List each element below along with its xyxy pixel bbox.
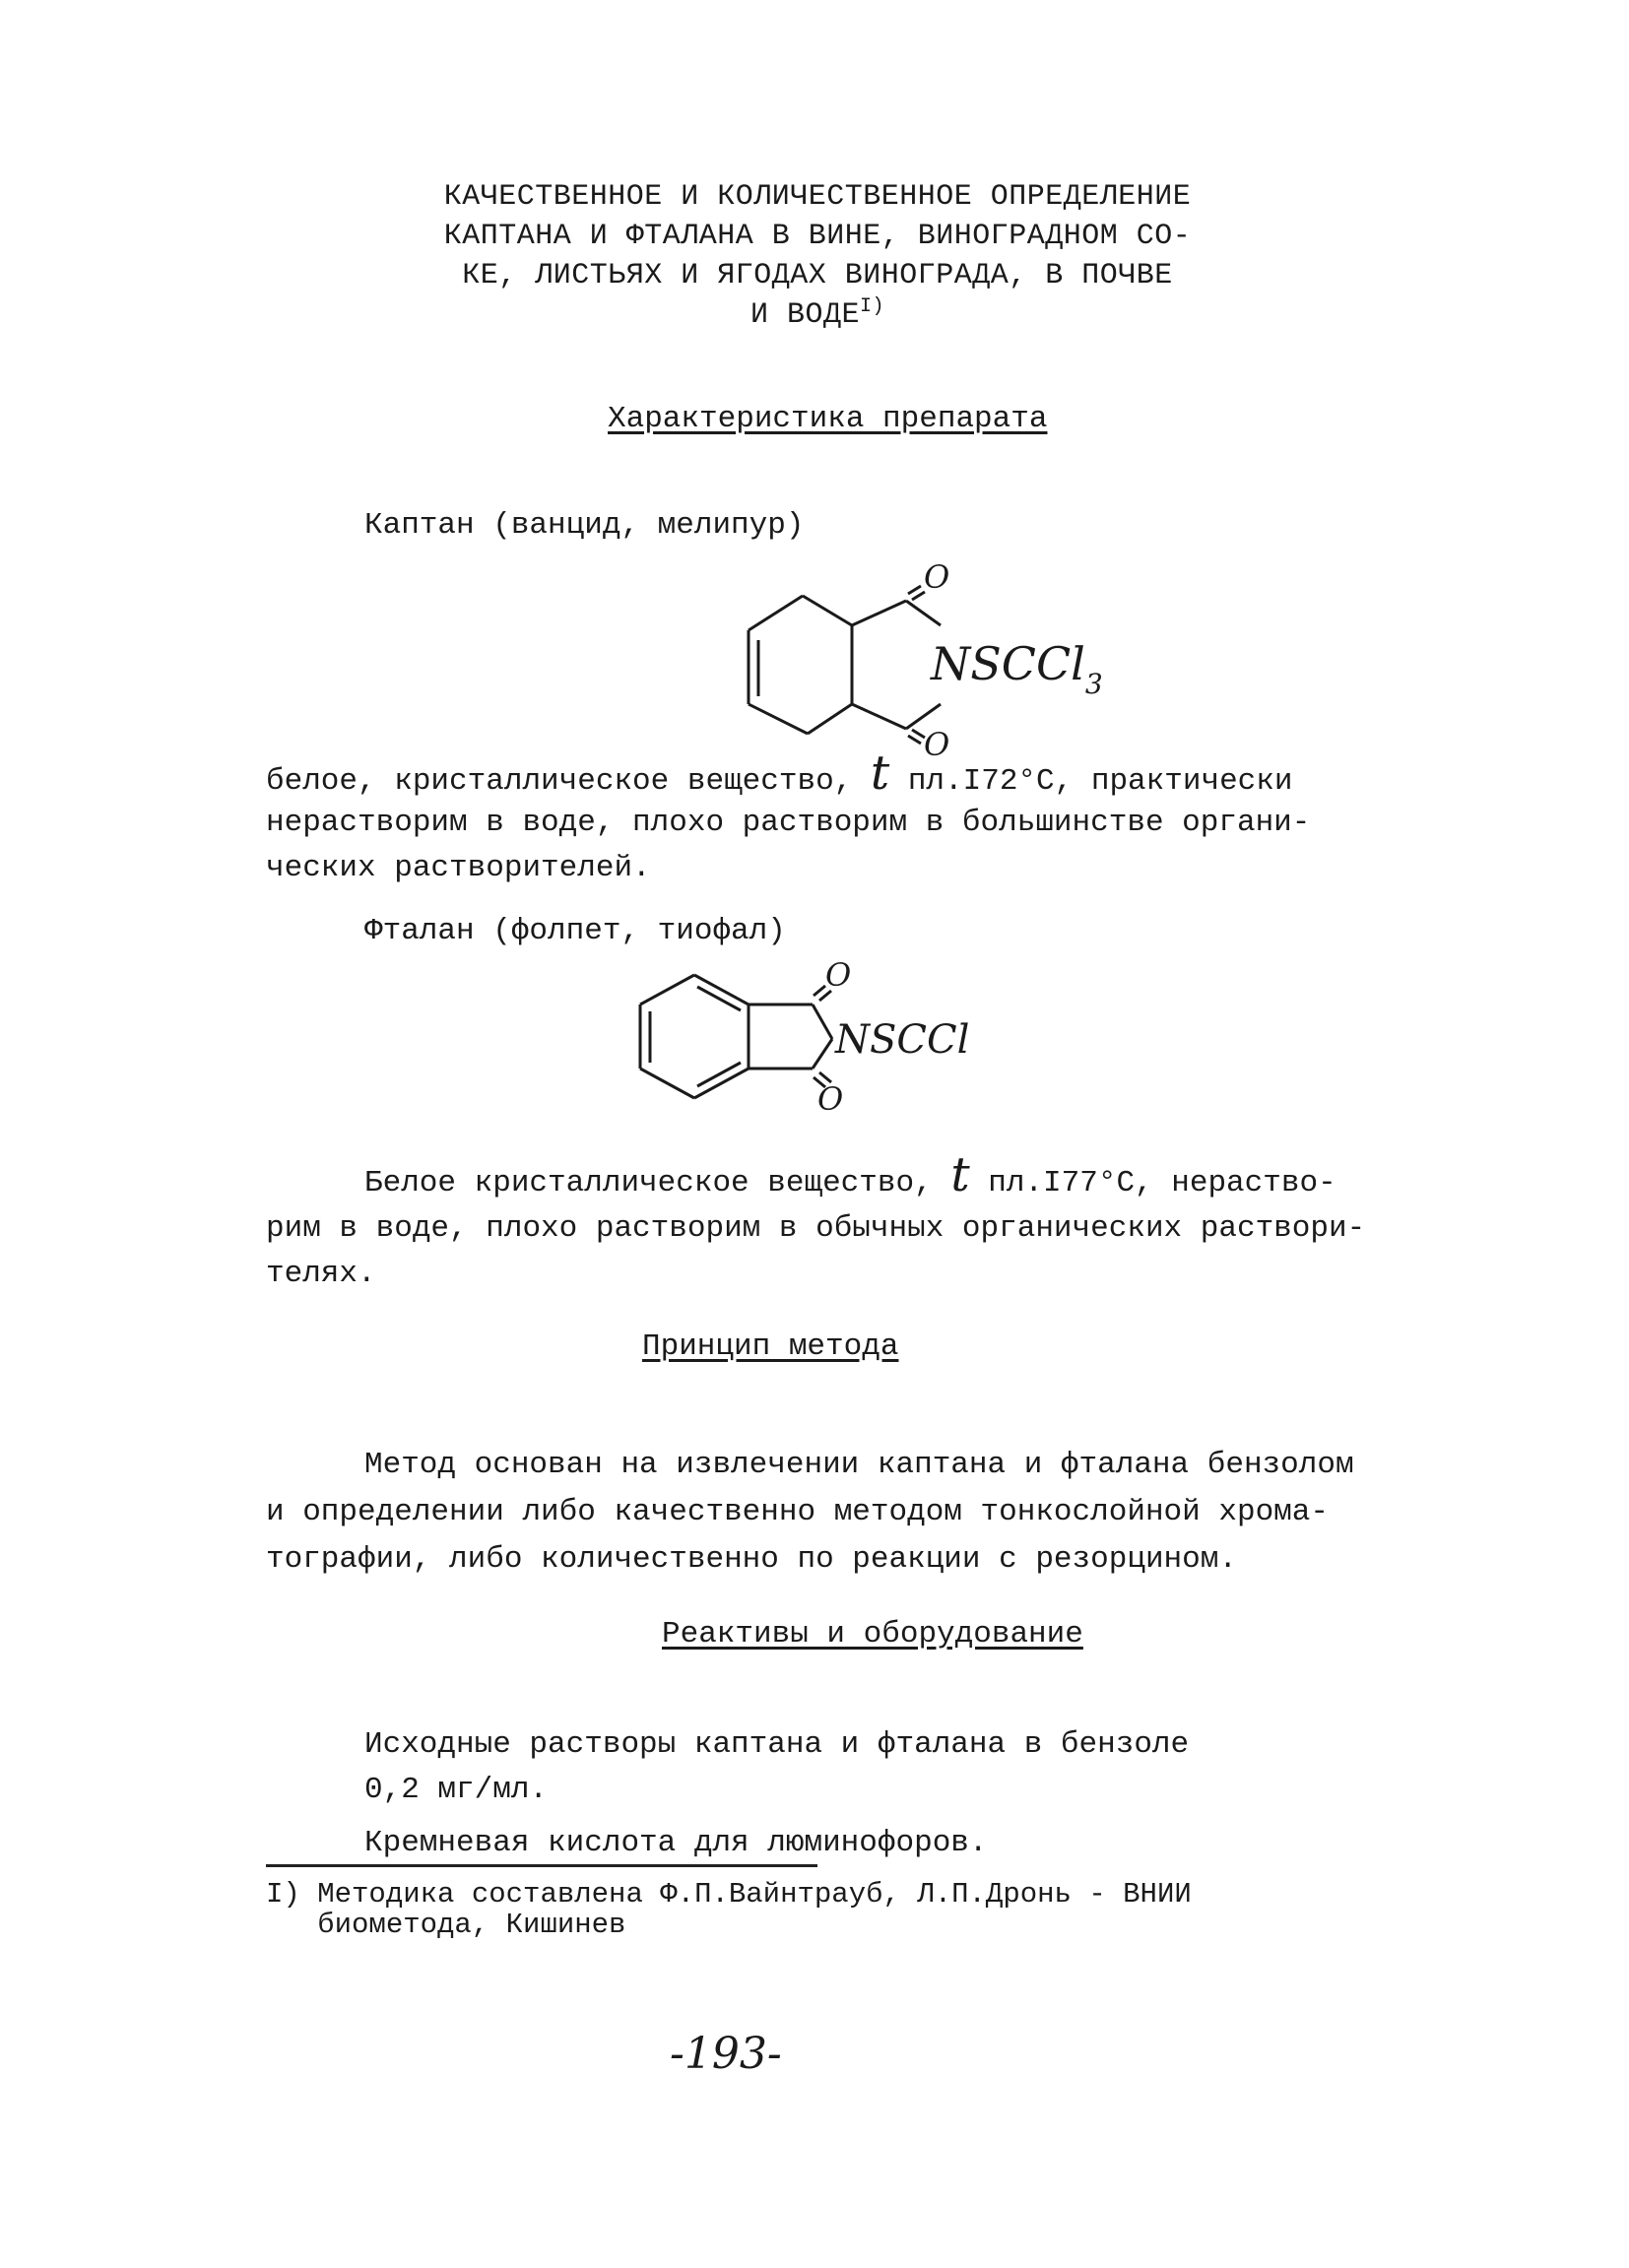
captan-formula: [930, 637, 1103, 700]
captan-t-symbol: t: [870, 745, 890, 801]
captan-oxygen-bottom: O: [924, 726, 950, 763]
captan-structure-drawing: [729, 547, 1142, 773]
section-heading-characteristics: Характеристика препарата: [608, 402, 1048, 436]
captan-desc-line-3: ческих растворителей.: [266, 851, 651, 885]
phthalan-t-symbol: t: [950, 1147, 970, 1202]
title-line-2: КАПТАНА И ФТАЛАНА В ВИНЕ, ВИНОГРАДНОМ СО-: [443, 220, 1192, 253]
footnote-divider: [266, 1864, 817, 1867]
section-heading-principle: Принцип метода: [642, 1329, 899, 1364]
phthalan-name: Фталан (фолпет, тиофал): [364, 914, 786, 948]
document-title: [414, 177, 1221, 335]
title-footnote-mark: I): [860, 295, 885, 318]
phthalan-desc-1a: Белое кристаллическое вещество,: [364, 1166, 933, 1200]
section-heading-reagents: Реактивы и оборудование: [662, 1617, 1083, 1652]
reagents-line-1: Исходные растворы каптана и фталана в бензоле: [364, 1727, 1190, 1762]
captan-desc-line-2: нерастворим в воде, плохо растворим в большинстве органи-: [266, 806, 1311, 840]
phthalan-desc-line-3: телях.: [266, 1257, 376, 1291]
phthalan-desc-1b: пл.I77°C, нераство-: [988, 1166, 1336, 1200]
captan-desc-1a: белое, кристаллическое вещество,: [266, 764, 853, 799]
principle-line-1: Метод основан на извлечении каптана и фталана бензолом: [364, 1448, 1354, 1482]
captan-oxygen-top: O: [924, 558, 950, 596]
phthalan-formula-label: NSCCl: [835, 1017, 970, 1063]
footnote-line-1: I) Методика составлена Ф.П.Вайнтрауб, Л.П.Дронь - ВНИИ: [266, 1878, 1192, 1911]
title-line-4: [414, 295, 1221, 335]
principle-line-2: и определении либо качественно методом тонкослойной хрома-: [266, 1495, 1329, 1529]
footnote: [266, 1879, 1192, 1940]
phthalan-desc-line-2: рим в воде, плохо растворим в обычных органических раствори-: [266, 1211, 1366, 1246]
title-line-1: КАЧЕСТВЕННОЕ И КОЛИЧЕСТВЕННОЕ ОПРЕДЕЛЕНИЕ: [443, 180, 1192, 214]
page-number: -193-: [670, 2029, 782, 2079]
reagents-line-3: Кремневая кислота для люминофоров.: [364, 1826, 988, 1860]
phthalan-structure-drawing: [620, 950, 1093, 1128]
footnote-line-2: биометода, Кишинев: [266, 1909, 626, 1941]
title-line-3: КЕ, ЛИСТЬЯХ И ЯГОДАХ ВИНОГРАДА, В ПОЧВЕ: [462, 259, 1173, 292]
reagents-line-2: 0,2 мг/мл.: [364, 1773, 549, 1807]
phthalan-oxygen-bottom: O: [817, 1080, 844, 1118]
phthalan-oxygen-top: O: [825, 956, 852, 994]
captan-desc-line-1: [266, 745, 1293, 805]
captan-name: Каптан (ванцид, мелипур): [364, 508, 805, 543]
title-line-4-text: И ВОДЕ: [749, 298, 860, 332]
captan-formula-label: NSCCl: [931, 637, 1085, 690]
captan-formula-subscript: 3: [1084, 668, 1103, 700]
phthalan-structure: [620, 950, 1093, 1133]
phthalan-desc-line-1: [364, 1147, 1336, 1206]
principle-line-3: тографии, либо количественно по реакции с резорцином.: [266, 1542, 1237, 1577]
captan-desc-1b: пл.I72°C, практически: [907, 764, 1293, 799]
captan-structure: [729, 547, 1142, 778]
